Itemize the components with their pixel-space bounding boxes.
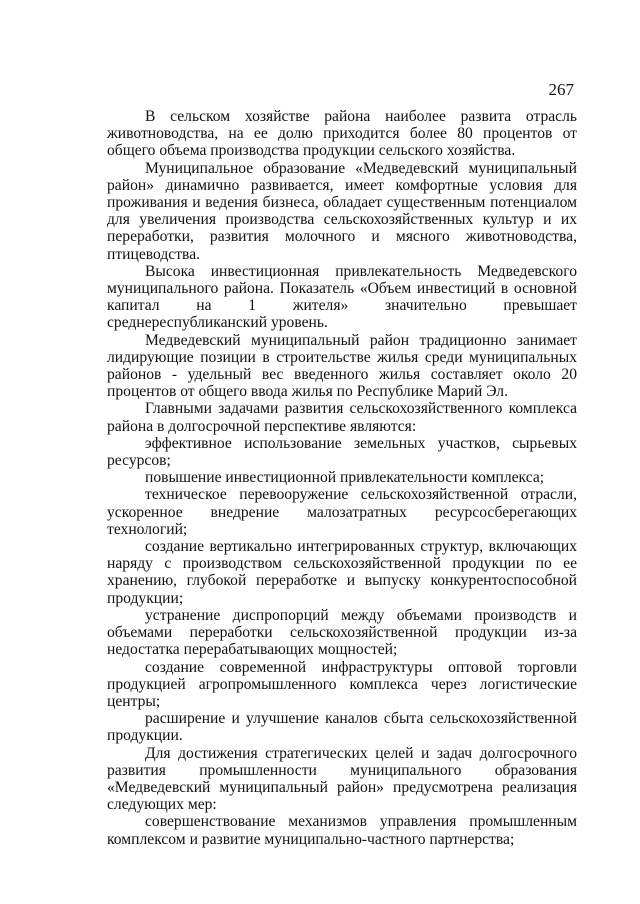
list-item-investment: повышение инвестиционной привлекательности комплекса;	[145, 469, 545, 487]
paragraph-main-tasks: Главными задачами развития сельскохозяйственного комплекса района в долгосрочной перспективе являются:	[107, 400, 577, 435]
paragraph-strategic-goals: Для достижения стратегических целей и задач долгосрочного развития промышленности муниципального образования «Медведевский муниципальный район» предусмотрена реализация следующих мер:	[107, 744, 577, 814]
list-item-land-use: эффективное использование земельных участков, сырьевых ресурсов;	[107, 434, 577, 470]
document-body	[107, 108, 577, 848]
list-item-management-mechanisms: совершенствование механизмов управления промышленным комплексом и развитие муниципально-частного партнерства;	[107, 813, 577, 848]
list-item-reequipment: техническое перевооружение сельскохозяйственной отрасли, ускоренное внедрение малозатратных ресурсосберегающих технологий;	[107, 486, 577, 538]
paragraph-livestock: В сельском хозяйстве района наиболее развита отрасль животноводства, на ее долю приходится более 80 процентов от общего объема производства продукции сельского хозяйства.	[107, 108, 577, 160]
paragraph-municipality-development: Муниципальное образование «Медведевский муниципальный район» динамично развивается, имеет комфортные условия для проживания и ведения бизнеса, обладает существенным потенциалом для увеличения производства сельскохозяйственных культур и их переработки, развития молочного и мясного животноводства, птицеводства.	[107, 159, 577, 263]
list-item-infrastructure: создание современной инфраструктуры оптовой торговли продукцией агропромышленного комплекса через логистические центры;	[107, 658, 577, 710]
page-number: 267	[548, 80, 574, 99]
list-item-sales-channels: расширение и улучшение каналов сбыта сельскохозяйственной продукции.	[107, 710, 577, 745]
paragraph-investment-attractiveness: Высока инвестиционная привлекательность Медведевского муниципального района. Показатель «Объем инвестиций в основной капитал на 1 жителя» значительно превышает среднереспубликанский уровень.	[107, 262, 577, 332]
list-item-disproportions: устранение диспропорций между объемами производств и объемами переработки сельскохозяйственной продукции из-за недостатка перерабатывающих мощностей;	[107, 606, 577, 659]
list-item-integrated-structures: создание вертикально интегрированных структур, включающих наряду с производством сельскохозяйственной продукции по ее хранению, глубокой переработке и выпуску конкурентоспособной продукции;	[107, 538, 577, 607]
paragraph-housing-construction: Медведевский муниципальный район традиционно занимает лидирующие позиции в строительстве жилья среди муниципальных районов - удельный вес введенного жилья составляет около 20 процентов от общего ввода жилья по Республике Марий Эл.	[107, 331, 577, 401]
